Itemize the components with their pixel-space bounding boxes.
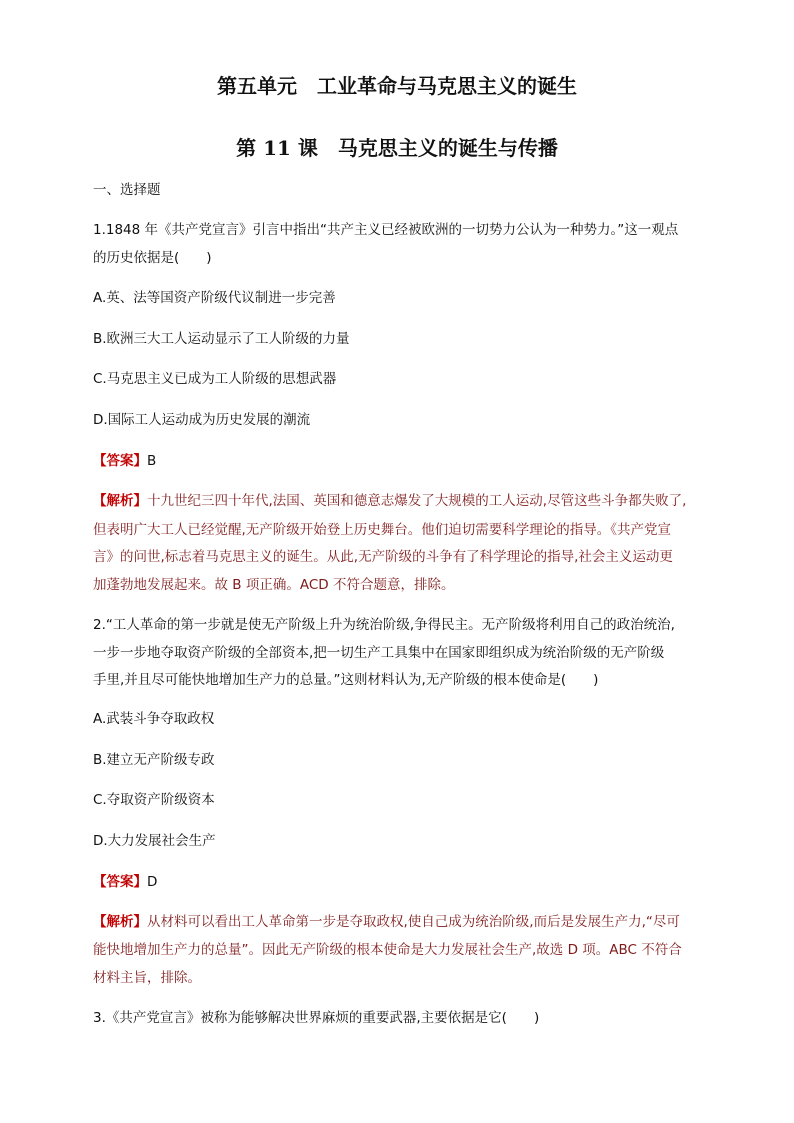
answer-label: 【答案】 [93, 453, 147, 469]
q1-option-a: A.英、法等国资产阶级代议制进一步完善 [93, 290, 336, 306]
q2-analysis-line-2: 能快地增加生产力的总量”。因此无产阶级的根本使命是大力发展社会生产,故选 D 项。ABC 不符合 [93, 942, 682, 958]
lesson-title: 第 11 课 马克思主义的诞生与传播 [236, 136, 558, 160]
unit-title: 第五单元 工业革命与马克思主义的诞生 [217, 74, 577, 98]
q1-stem-line-1: 1.1848 年《共产党宣言》引言中指出“共产主义已经被欧洲的一切势力公认为一种势力。”这一观点 [93, 222, 679, 238]
q2-stem-line-3: 手里,并且尽可能快地增加生产力的总量。”这则材料认为,无产阶级的根本使命是( ) [93, 672, 599, 688]
analysis-label: 【解析】 [93, 493, 147, 509]
q2-answer-value: D [147, 874, 158, 890]
q2-answer [93, 872, 713, 892]
q1-analysis-text: 十九世纪三四十年代,法国、英国和德意志爆发了大规模的工人运动,尽管这些斗争都失败了, [147, 493, 687, 509]
q1-stem-line-2: 的历史依据是( ) [93, 250, 212, 266]
q1-answer-value: B [147, 453, 157, 469]
section-heading: 一、选择题 [93, 182, 161, 198]
q2-analysis-line-3: 材料主旨，排除。 [93, 970, 201, 986]
q2-analysis-text: 从材料可以看出工人革命第一步是夺取政权,使自己成为统治阶级,而后是发展生产力,“尽可 [147, 914, 680, 930]
q1-analysis-line-4: 加蓬勃地发展起来。故 B 项正确。ACD 不符合题意，排除。 [93, 577, 455, 593]
q2-stem-line-1: 2.“工人革命的第一步就是使无产阶级上升为统治阶级,争得民主。无产阶级将利用自己的政治统治, [93, 617, 675, 633]
q2-option-b: B.建立无产阶级专政 [93, 752, 215, 768]
q1-analysis-line-1 [93, 491, 713, 511]
q1-option-b: B.欧洲三大工人运动显示了工人阶级的力量 [93, 331, 350, 347]
q1-answer [93, 451, 713, 471]
q2-option-c: C.夺取资产阶级资本 [93, 792, 215, 808]
q2-stem-line-2: 一步一步地夺取资产阶级的全部资本,把一切生产工具集中在国家即组织成为统治阶级的无产阶级 [93, 645, 665, 661]
answer-label: 【答案】 [93, 874, 147, 890]
q1-analysis-line-2: 但表明广大工人已经觉醒,无产阶级开始登上历史舞台。他们迫切需要科学理论的指导。《共产党宣 [93, 522, 672, 538]
q1-option-d: D.国际工人运动成为历史发展的潮流 [93, 412, 311, 428]
q3-stem-line-1: 3.《共产党宣言》被称为能够解决世界麻烦的重要武器,主要依据是它( ) [93, 1010, 540, 1026]
analysis-label: 【解析】 [93, 914, 147, 930]
q1-analysis-line-3: 言》的问世,标志着马克思主义的诞生。从此,无产阶级的斗争有了科学理论的指导,社会主义运动更 [93, 549, 673, 565]
q2-option-a: A.武装斗争夺取政权 [93, 711, 215, 727]
q2-option-d: D.大力发展社会生产 [93, 833, 216, 849]
q1-option-c: C.马克思主义已成为工人阶级的思想武器 [93, 371, 337, 387]
q2-analysis-line-1 [93, 912, 713, 932]
